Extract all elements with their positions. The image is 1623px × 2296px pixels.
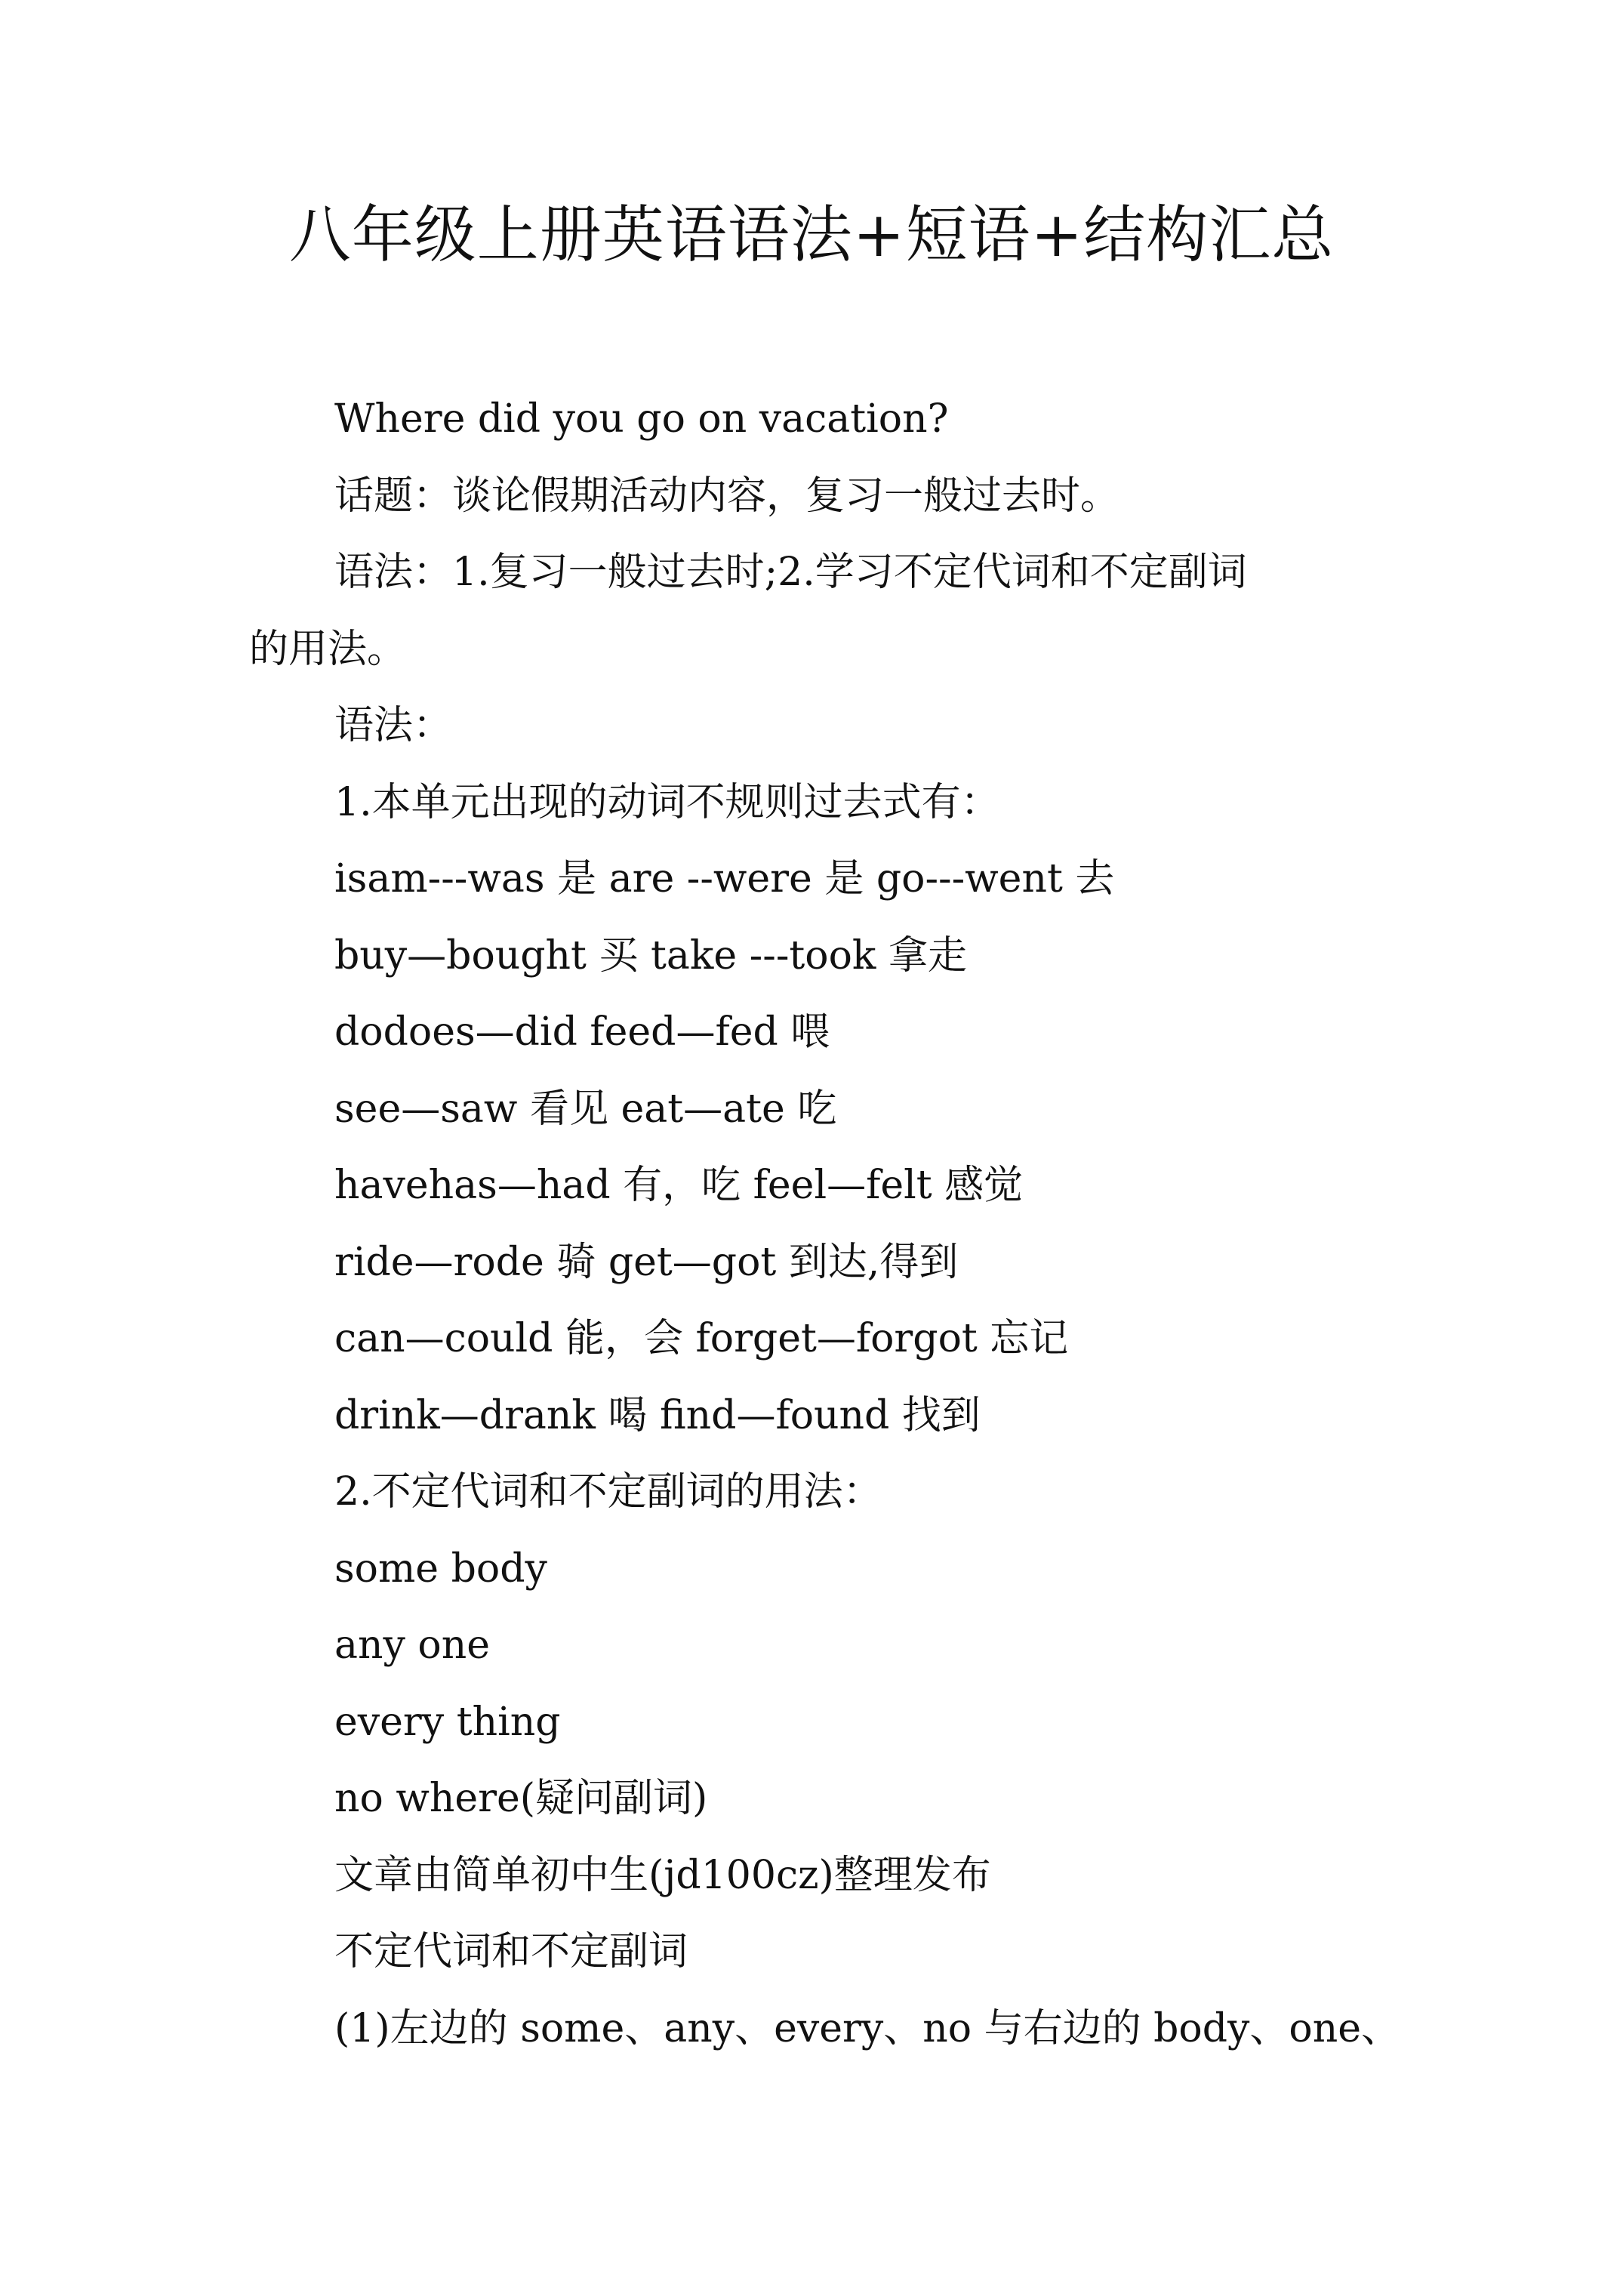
text-line: 1.本单元出现的动词不规则过去式有： [334, 779, 1000, 825]
text-line: 2.不定代词和不定副词的用法： [334, 1469, 882, 1515]
text-line: any one [334, 1623, 490, 1668]
text-line: can—could 能，会 forget—forgot 忘记 [334, 1316, 1069, 1361]
text-line: Where did you go on vacation? [334, 396, 949, 442]
text-line: ride—rode 骑 get—got 到达,得到 [334, 1239, 959, 1285]
document-body [249, 381, 1427, 2067]
text-line: buy—bought 买 take ---took 拿走 [334, 932, 967, 978]
text-line: 语法： [334, 703, 453, 748]
text-line: some body [334, 1546, 547, 1592]
document-title: 八年级上册英语语法+短语+结构汇总 [288, 199, 1335, 271]
text-line: every thing [334, 1699, 561, 1745]
text-line: drink—drank 喝 find—found 找到 [334, 1392, 981, 1438]
text-line: havehas—had 有，吃 feel—felt 感觉 [334, 1163, 1024, 1208]
text-line: 语法：1.复习一般过去时;2.学习不定代词和不定副词 [334, 550, 1247, 595]
text-line: isam---was 是 are --were 是 go---went 去 [334, 856, 1115, 901]
text-line: 文章由简单初中生(jd100cz)整理发布 [334, 1852, 991, 1898]
text-line: (1)左边的 some、any、every、no 与右边的 body、one、 [334, 2005, 1400, 2051]
text-line: 话题：谈论假期活动内容，复习一般过去时。 [334, 473, 1120, 519]
text-line: see—saw 看见 eat—ate 吃 [334, 1086, 837, 1132]
text-line: 的用法。 [249, 626, 407, 672]
text-line: 不定代词和不定副词 [334, 1929, 688, 1974]
text-line: no where(疑问副词) [334, 1776, 708, 1821]
text-line: dodoes—did feed—fed 喂 [334, 1009, 830, 1055]
